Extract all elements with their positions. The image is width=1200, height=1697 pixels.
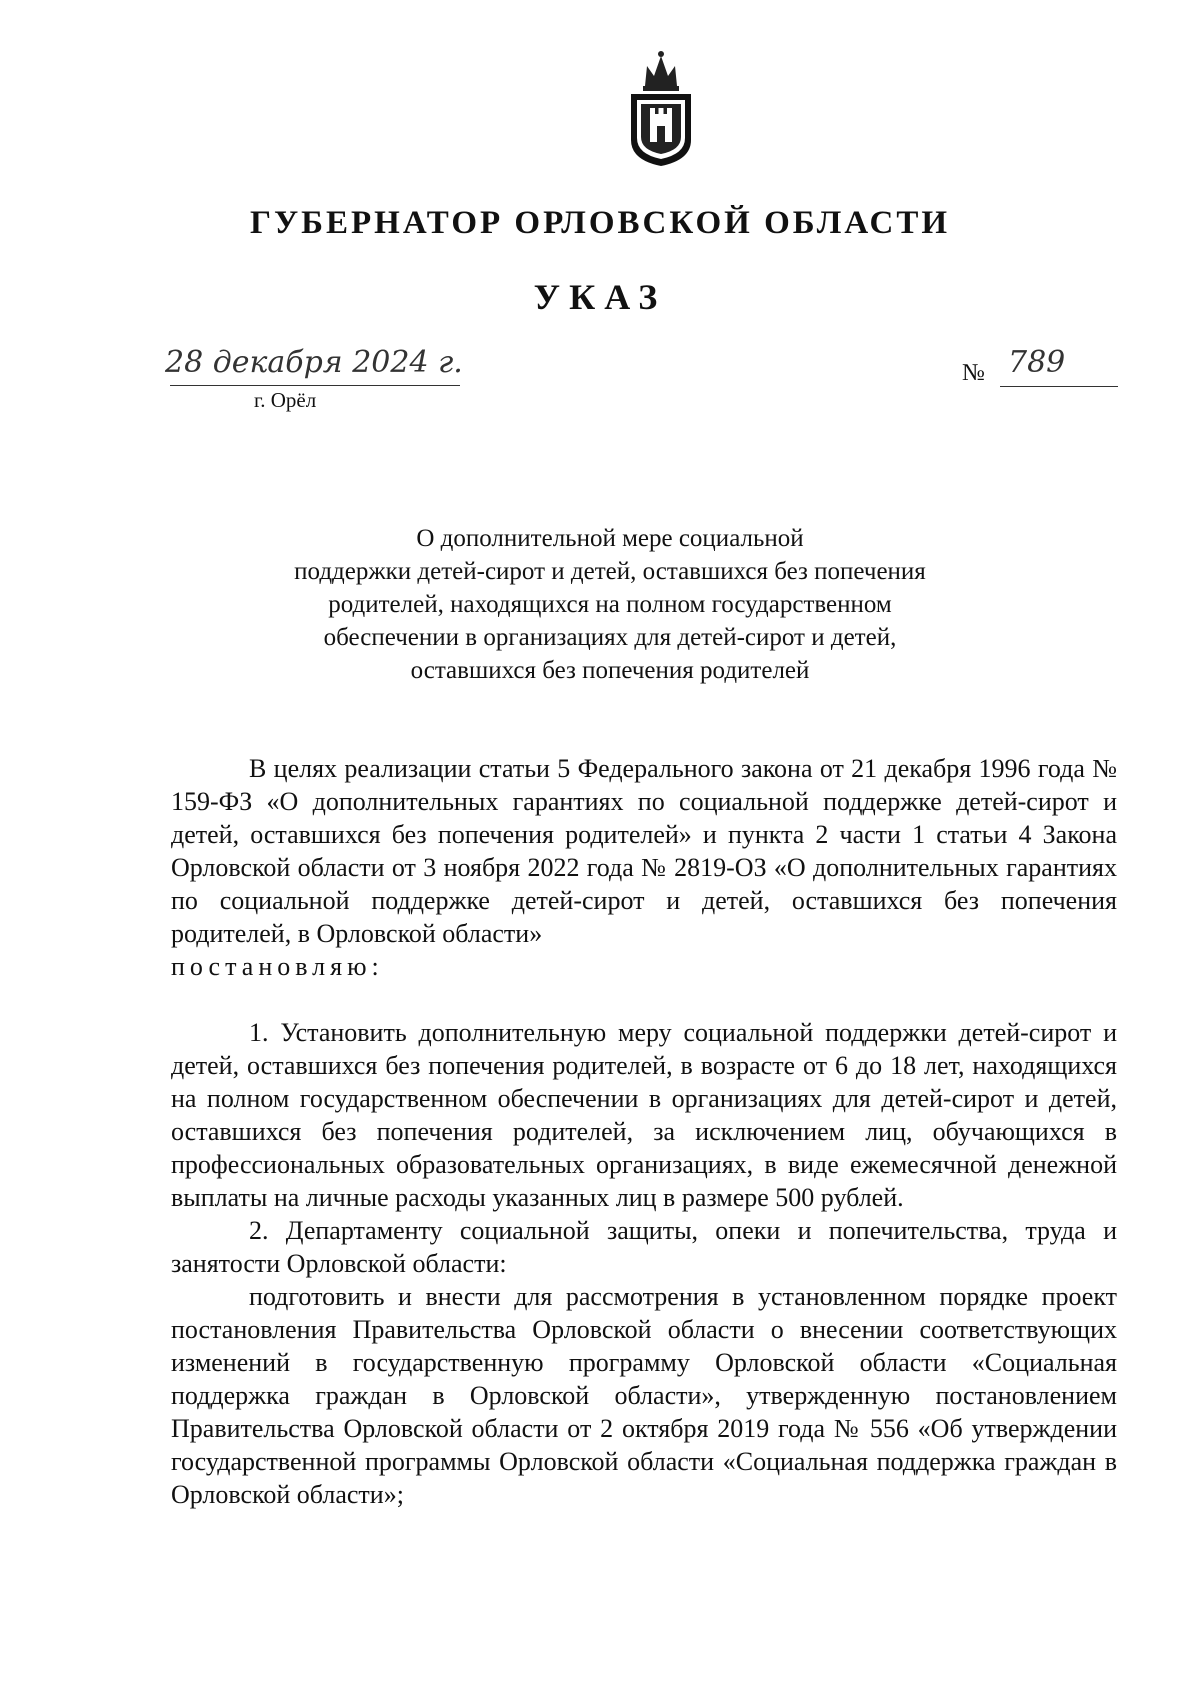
resolve-word: постановляю: xyxy=(171,952,384,981)
item-2-paragraph: 2. Департаменту социальной защиты, опеки и попечительства, труда и занятости Орловской области: xyxy=(171,1216,1117,1278)
subject-line: оставшихся без попечения родителей xyxy=(410,657,810,684)
document-subject xyxy=(240,522,980,687)
signature-date: 28 декабря 2024 г. xyxy=(165,345,463,380)
subject-line: поддержки детей-сирот и детей, оставшихся без попечения xyxy=(294,558,926,585)
subject-line: родителей, находящихся на полном государственном xyxy=(328,591,892,618)
issuing-authority: ГУБЕРНАТОР ОРЛОВСКОЙ ОБЛАСТИ xyxy=(249,205,951,241)
item-2-sub-paragraph: подготовить и внести для рассмотрения в установленном порядке проект постановления Правительства Орловской области о внесении соответствующих изменений в государственную программу Орловской области «Социальная поддержка граждан в Орловской области», утвержденную постановлением Правительства Орловской области от 2 октября 2019 года № 556 «Об утверждении государственной программы Орловской области «Социальная поддержка граждан в Орловской области»; xyxy=(171,1282,1117,1509)
issue-city: г. Орёл xyxy=(254,388,317,412)
subject-line: обеспечении в организациях для детей-сирот и детей, xyxy=(323,624,897,651)
coat-of-arms-emblem xyxy=(623,48,699,168)
preamble-paragraph: В целях реализации статьи 5 Федерального закона от 21 декабря 1996 года № 159-ФЗ «О дополнительных гарантиях по социальной поддержке детей-сирот и детей, оставшихся без попечения родителей» и пункта 2 части 1 статьи 4 Закона Орловской области от 3 ноября 2022 года № 2819-ОЗ «О дополнительных гарантиях по социальной поддержке детей-сирот и детей, оставшихся без попечения родителей, в Орловской области» xyxy=(171,754,1117,948)
document-type: УКАЗ xyxy=(533,277,667,317)
number-underline xyxy=(1000,386,1118,387)
subject-line: О дополнительной мере социальной xyxy=(416,525,804,552)
number-label: № xyxy=(962,360,985,386)
item-1-paragraph: 1. Установить дополнительную меру социальной поддержки детей-сирот и детей, оставшихся без попечения родителей, в возрасте от 6 до 18 лет, находящихся на полном государственном обеспечении в организациях для детей-сирот и детей, оставшихся без попечения родителей, за исключением лиц, обучающихся в профессиональных образовательных организациях, в виде ежемесячной денежной выплаты на личные расходы указанных лиц в размере 500 рублей. xyxy=(171,1018,1117,1212)
document-body xyxy=(171,752,1117,1511)
date-underline xyxy=(170,385,460,386)
document-number: 789 xyxy=(1008,345,1066,380)
